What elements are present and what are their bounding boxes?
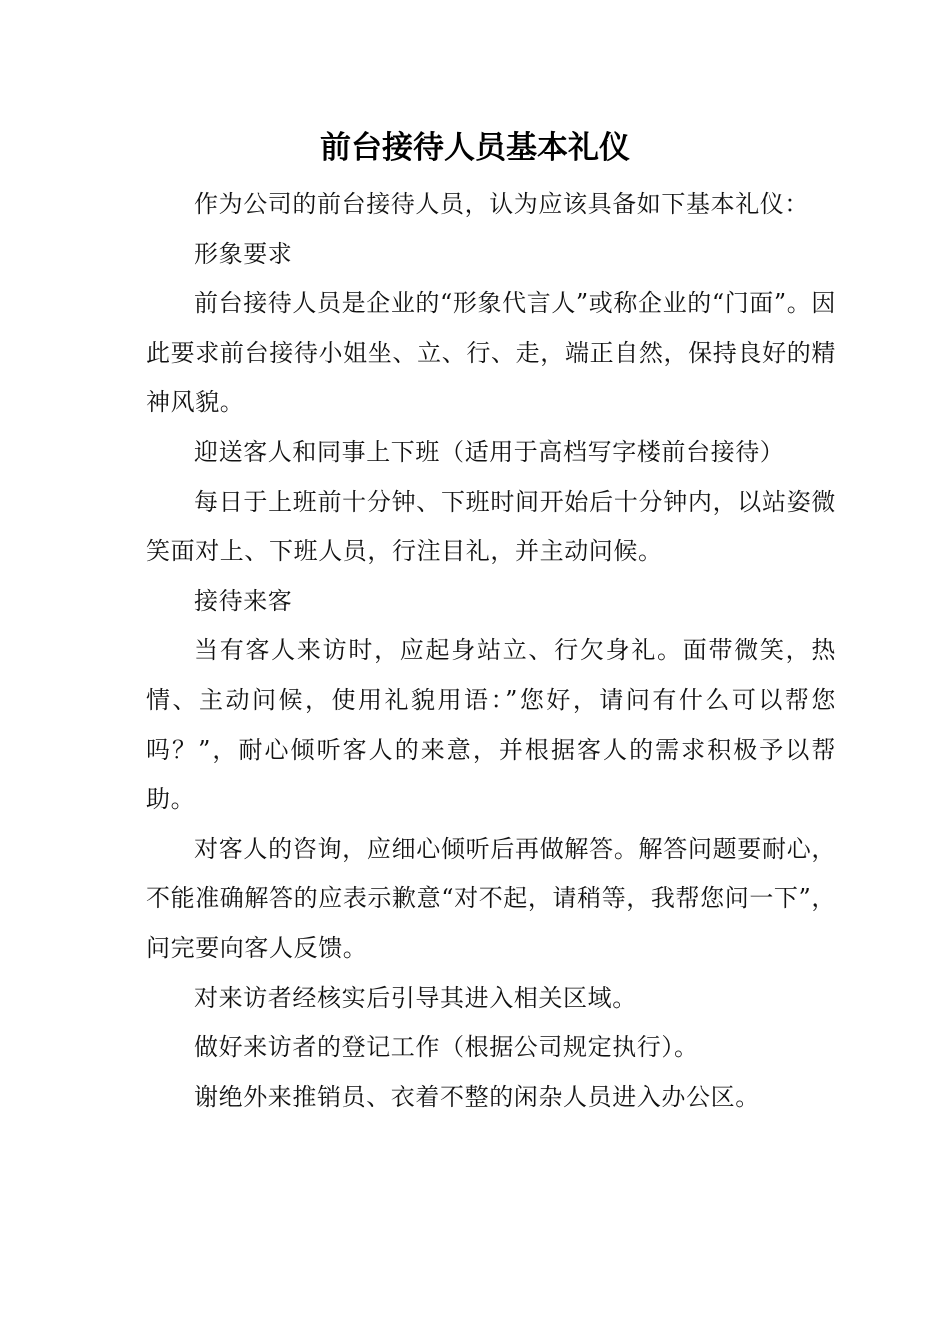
paragraph-greeting: 每日于上班前十分钟、下班时间开始后十分钟内，以站姿微笑面对上、下班人员，行注目礼，并主动问候。 bbox=[146, 487, 836, 566]
section-heading-image: 形象要求 bbox=[194, 239, 293, 268]
section-heading-reception: 接待来客 bbox=[194, 586, 293, 615]
paragraph-intro: 作为公司的前台接待人员，认为应该具备如下基本礼仪： bbox=[194, 190, 809, 218]
section-heading-greeting: 迎送客人和同事上下班（适用于高档写字楼前台接待） bbox=[194, 437, 785, 466]
paragraph-image: 前台接待人员是企业的“形象代言人”或称企业的“门面”。因此要求前台接待小姐坐、立、行、走，端正自然，保持良好的精神风貌。 bbox=[146, 289, 836, 417]
paragraph-guide: 对来访者经核实后引导其进入相关区域。 bbox=[194, 983, 637, 1012]
paragraph-reception: 当有客人来访时，应起身站立、行欠身礼。面带微笑，热情、主动问候，使用礼貌用语：”您好，请问有什么可以帮您吗？”，耐心倾听客人的来意，并根据客人的需求积极予以帮助。 bbox=[146, 636, 836, 814]
paragraph-consultation: 对客人的咨询，应细心倾听后再做解答。解答问题要耐心，不能准确解答的应表示歉意“对不起，请稍等，我帮您问一下”，问完要向客人反馈。 bbox=[146, 834, 836, 962]
paragraph-register: 做好来访者的登记工作（根据公司规定执行）。 bbox=[194, 1033, 699, 1062]
document-body bbox=[146, 180, 836, 1122]
document-title: 前台接待人员基本礼仪 bbox=[320, 130, 630, 166]
paragraph-decline: 谢绝外来推销员、衣着不整的闲杂人员进入办公区。 bbox=[194, 1082, 760, 1111]
